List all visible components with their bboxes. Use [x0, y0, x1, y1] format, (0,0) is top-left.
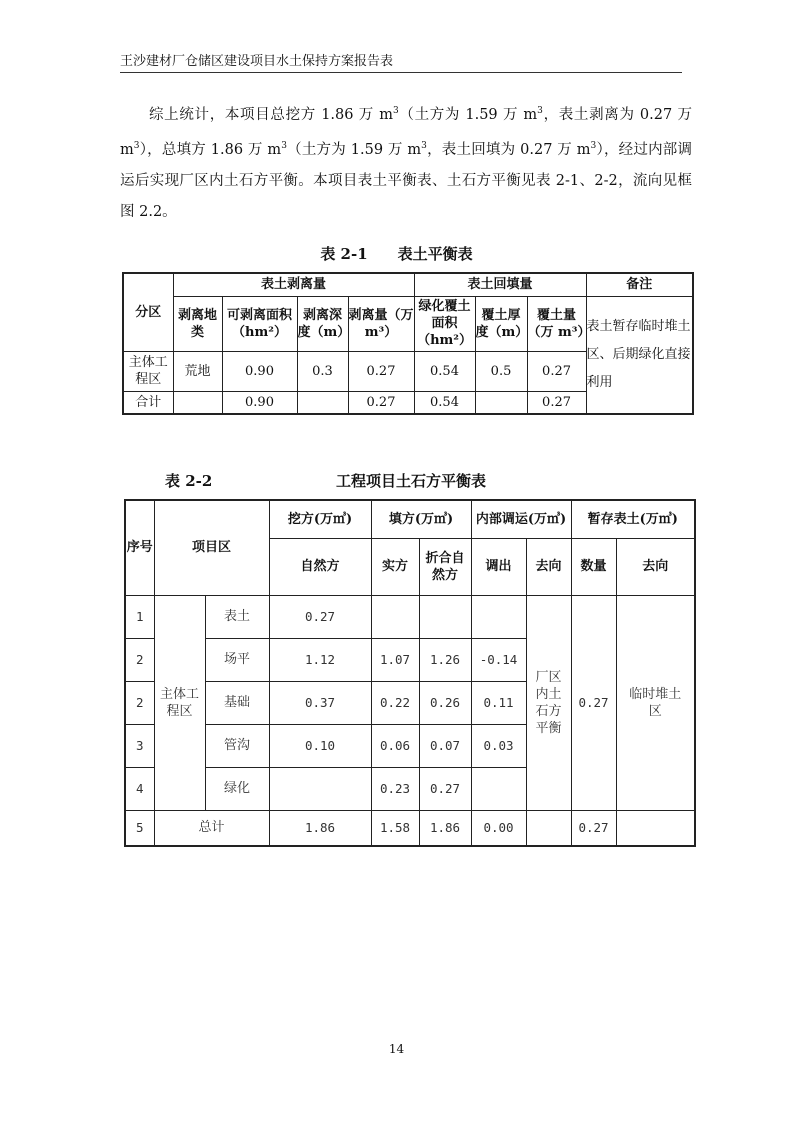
dest-cell: 厂区内土石方平衡 — [526, 595, 571, 810]
header-fill: 表土回填量 — [414, 273, 586, 296]
sub-header: 绿化覆土面积（hm²） — [414, 296, 475, 351]
text: 综上统计，本项目总挖方 1.86 万 m — [149, 106, 393, 123]
cell: 0.90 — [222, 391, 297, 414]
sub-header: 覆土厚度（m） — [475, 296, 527, 351]
cell — [297, 391, 348, 414]
text: （土方为 1.59 万 m — [398, 106, 538, 123]
cell — [616, 810, 695, 846]
note-cell: 表土暂存临时堆土区、后期绿化直接利用 — [586, 296, 693, 414]
cell: 荒地 — [173, 351, 222, 391]
cell: -0.14 — [471, 638, 526, 681]
cell: 0.27 — [269, 595, 371, 638]
text: ），总填方 1.86 万 m — [139, 141, 282, 158]
cell — [526, 810, 571, 846]
cell: 1.86 — [269, 810, 371, 846]
sup: 3 — [421, 140, 427, 151]
cell: 0.03 — [471, 724, 526, 767]
table2-caption-number: 表 2-2 — [165, 472, 213, 490]
cell: 场平 — [205, 638, 269, 681]
header-cut: 挖方(万㎥) — [269, 500, 371, 538]
table1-caption: 表 2-1 表土平衡表 — [320, 245, 473, 263]
cell: 0.3 — [297, 351, 348, 391]
cell: 0.23 — [371, 767, 419, 810]
summary-paragraph — [120, 96, 692, 228]
cell: 基础 — [205, 681, 269, 724]
sub-header: 折合自然方 — [419, 538, 471, 595]
sub-header: 可剥离面积（hm²） — [222, 296, 297, 351]
cell: 1.07 — [371, 638, 419, 681]
cell: 0.27 — [348, 351, 414, 391]
earthwork-balance-table — [124, 499, 696, 847]
cell: 3 — [125, 724, 154, 767]
sup: 3 — [392, 106, 399, 116]
cell — [269, 767, 371, 810]
table-row — [125, 595, 695, 638]
store-qty-cell: 0.27 — [571, 595, 616, 810]
cell: 2 — [125, 681, 154, 724]
sub-header: 去向 — [616, 538, 695, 595]
header-transfer: 内部调运(万㎥) — [471, 500, 571, 538]
cell: 1.58 — [371, 810, 419, 846]
sub-header: 剥离深度（m） — [297, 296, 348, 351]
cell: 0.54 — [414, 391, 475, 414]
cell: 2 — [125, 638, 154, 681]
cell: 0.54 — [414, 351, 475, 391]
cell: 5 — [125, 810, 154, 846]
sub-header: 覆土量（万 m³） — [527, 296, 586, 351]
text: ），经过内部调运后实现厂区内土石方平衡。本项目表土平衡表、土石方平衡见表 2-1、2-2，流向见框图 2.2。 — [120, 141, 692, 220]
header-area: 项目区 — [154, 500, 269, 595]
cell — [471, 595, 526, 638]
cell: 0.37 — [269, 681, 371, 724]
cell — [173, 391, 222, 414]
header-fill: 填方(万㎥) — [371, 500, 471, 538]
header-store: 暂存表土(万㎥) — [571, 500, 695, 538]
cell: 0.00 — [471, 810, 526, 846]
running-header: 王沙建材厂仓储区建设项目水土保持方案报告表 — [120, 54, 394, 69]
sup: 3 — [537, 106, 543, 116]
cell: 0.27 — [527, 391, 586, 414]
cell: 表土 — [205, 595, 269, 638]
cell: 0.27 — [571, 810, 616, 846]
cell: 总计 — [154, 810, 269, 846]
cell: 0.06 — [371, 724, 419, 767]
cell: 4 — [125, 767, 154, 810]
sup: 3 — [281, 140, 287, 151]
header-note: 备注 — [586, 273, 693, 296]
sub-header: 自然方 — [269, 538, 371, 595]
sub-header: 数量 — [571, 538, 616, 595]
cell: 0.90 — [222, 351, 297, 391]
cell — [471, 767, 526, 810]
cell: 1 — [125, 595, 154, 638]
sub-header: 剥离量（万 m³） — [348, 296, 414, 351]
header-divider — [120, 72, 682, 73]
header-strip: 表土剥离量 — [173, 273, 414, 296]
sup: 3 — [590, 140, 597, 151]
table-row-total — [125, 810, 695, 846]
cell: 主体工程区 — [123, 351, 173, 391]
cell: 1.86 — [419, 810, 471, 846]
text: ，表土剥离为 0.27 万 m — [120, 106, 692, 158]
cell: 合计 — [123, 391, 173, 414]
sub-header: 去向 — [526, 538, 571, 595]
zone-cell: 主体工程区 — [154, 595, 205, 810]
cell: 1.12 — [269, 638, 371, 681]
sub-header: 调出 — [471, 538, 526, 595]
table2-caption-title: 工程项目土石方平衡表 — [336, 472, 487, 490]
cell: 0.11 — [471, 681, 526, 724]
cell: 0.27 — [527, 351, 586, 391]
cell: 0.5 — [475, 351, 527, 391]
cell: 0.22 — [371, 681, 419, 724]
store-dest-cell: 临时堆土区 — [616, 595, 695, 810]
cell: 0.10 — [269, 724, 371, 767]
text: ，表土回填为 0.27 万 m — [426, 141, 591, 158]
cell: 0.26 — [419, 681, 471, 724]
cell — [371, 595, 419, 638]
cell — [475, 391, 527, 414]
topsoil-balance-table — [122, 272, 694, 415]
text: （土方为 1.59 万 m — [286, 141, 422, 158]
cell: 1.26 — [419, 638, 471, 681]
page-number: 14 — [388, 1042, 405, 1056]
cell — [419, 595, 471, 638]
sub-header: 剥离地类 — [173, 296, 222, 351]
cell: 管沟 — [205, 724, 269, 767]
cell: 绿化 — [205, 767, 269, 810]
cell: 0.27 — [419, 767, 471, 810]
cell: 0.27 — [348, 391, 414, 414]
cell: 0.07 — [419, 724, 471, 767]
header-no: 序号 — [125, 500, 154, 595]
header-zone: 分区 — [123, 273, 173, 351]
sup: 3 — [133, 140, 140, 151]
sub-header: 实方 — [371, 538, 419, 595]
